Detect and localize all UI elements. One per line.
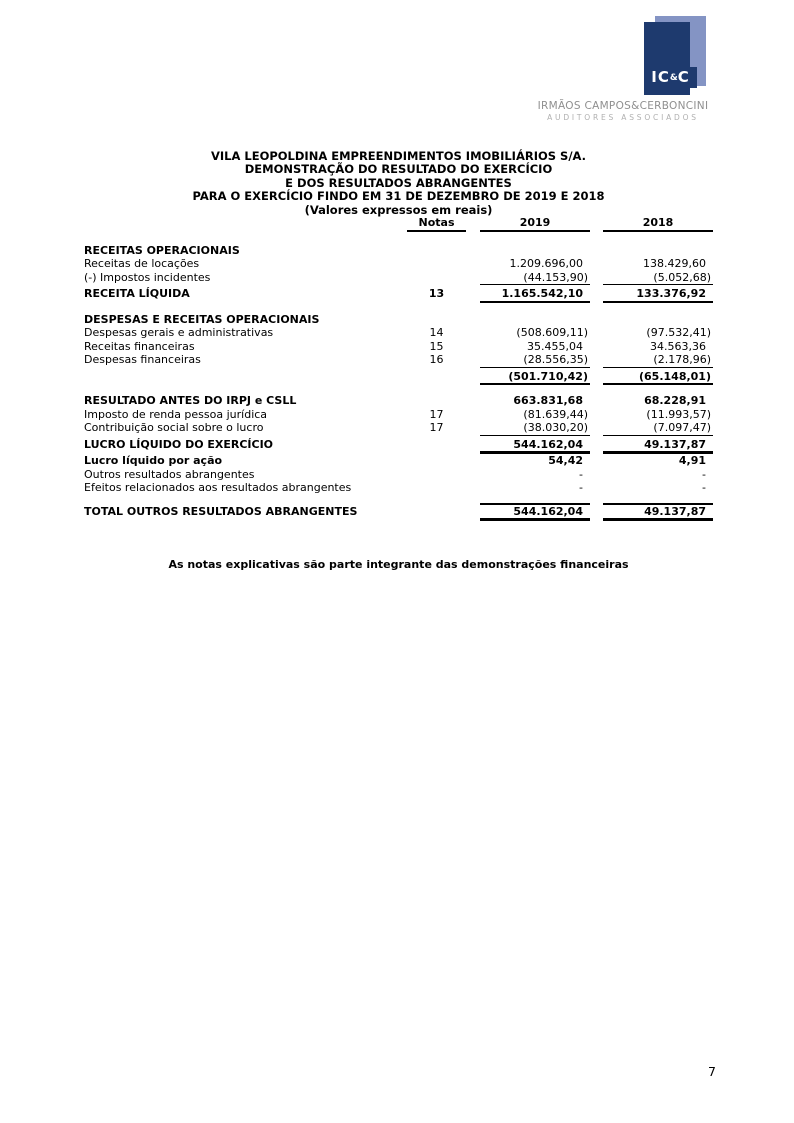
row-label: Lucro líquido por ação xyxy=(84,454,223,467)
table-row xyxy=(84,408,713,422)
table-row xyxy=(84,271,713,286)
row-value-2018: - xyxy=(702,481,706,494)
row-value-2018: 4,91 xyxy=(678,454,706,467)
row-note xyxy=(407,481,466,495)
row-label: Efeitos relacionados aos resultados abrangentes xyxy=(84,481,352,494)
logo-monogram: IC&C xyxy=(644,67,697,88)
header-spacer xyxy=(84,216,407,232)
row-note xyxy=(407,503,466,522)
row-label: (-) Impostos incidentes xyxy=(84,270,211,284)
logo-company-name: IRMÃOS CAMPOS&CERBONCINI xyxy=(537,100,709,112)
row-value-2018: 133.376,92 xyxy=(603,287,713,303)
row-label: TOTAL OUTROS RESULTADOS ABRANGENTES xyxy=(84,504,358,518)
row-note xyxy=(407,454,466,468)
row-note xyxy=(407,438,466,455)
row-value-2018 xyxy=(603,313,713,327)
row-note: 13 xyxy=(428,287,445,300)
table-row xyxy=(84,394,713,408)
table-row xyxy=(84,326,713,340)
row-value-2018: - xyxy=(702,467,706,481)
row-note: 17 xyxy=(429,407,444,421)
row-value-2018: 68.228,91 xyxy=(644,394,706,407)
row-label xyxy=(84,370,407,386)
row-value-2018: (97.532,41) xyxy=(646,326,711,339)
row-label: DESPESAS E RECEITAS OPERACIONAIS xyxy=(84,312,320,326)
row-value-2018 xyxy=(603,244,713,258)
document-title xyxy=(84,150,713,217)
row-value-2019: 54,42 xyxy=(548,454,583,467)
company-logo xyxy=(537,14,709,122)
row-value-2018: (5.052,68) xyxy=(603,271,713,286)
table-body xyxy=(84,244,713,522)
table-row xyxy=(84,353,713,368)
page-number: 7 xyxy=(708,1064,716,1079)
table-row xyxy=(84,370,713,386)
row-value-2019: 1.165.542,10 xyxy=(480,287,590,303)
row-label: Contribuição social sobre o lucro xyxy=(84,421,264,434)
row-value-2018: (2.178,96) xyxy=(603,353,713,368)
row-value-2019: 663.831,68 xyxy=(513,394,583,407)
row-label: RECEITAS OPERACIONAIS xyxy=(84,243,240,257)
table-row xyxy=(84,438,713,455)
row-value-2019: - xyxy=(579,481,583,494)
row-label: RESULTADO ANTES DO IRPJ e CSLL xyxy=(84,394,297,407)
income-statement-table xyxy=(84,216,713,521)
logo-art xyxy=(644,14,706,96)
table-row xyxy=(84,468,713,482)
header-notes: Notas xyxy=(407,216,466,232)
table-header-row xyxy=(84,216,713,232)
header-2019: 2019 xyxy=(480,216,590,232)
title-line: DEMONSTRAÇÃO DO RESULTADO DO EXERCÍCIO xyxy=(244,162,553,177)
title-line: E DOS RESULTADOS ABRANGENTES xyxy=(285,175,512,190)
row-value-2019: (44.153,90) xyxy=(480,271,590,286)
table-row xyxy=(84,257,713,271)
row-value-2019: 544.162,04 xyxy=(480,503,590,522)
row-note xyxy=(407,271,466,286)
title-line: (Valores expressos em reais) xyxy=(304,202,493,217)
table-row xyxy=(84,287,713,303)
table-row xyxy=(84,481,713,495)
table-row xyxy=(84,340,713,354)
row-label: Receitas de locações xyxy=(84,257,200,270)
row-note xyxy=(407,370,466,386)
row-value-2018: 49.137,87 xyxy=(603,503,713,522)
row-value-2018: 138.429,60 xyxy=(643,257,706,270)
table-row xyxy=(84,421,713,436)
row-note xyxy=(407,468,466,482)
title-line: PARA O EXERCÍCIO FINDO EM 31 DE DEZEMBRO DE 2019 E 2018 xyxy=(192,189,605,204)
row-label: Outros resultados abrangentes xyxy=(84,467,255,481)
table-row xyxy=(84,454,713,468)
row-label: Despesas gerais e administrativas xyxy=(84,326,274,339)
row-note xyxy=(407,313,466,327)
row-note xyxy=(407,257,466,271)
logo-ampersand: & xyxy=(669,73,678,83)
row-value-2018: (7.097,47) xyxy=(603,421,713,436)
row-value-2019 xyxy=(480,313,590,327)
table-row xyxy=(84,503,713,522)
row-note: 15 xyxy=(429,339,444,353)
row-value-2018: 49.137,87 xyxy=(603,438,713,455)
row-value-2019: (508.609,11) xyxy=(516,326,588,339)
row-note: 17 xyxy=(429,421,444,434)
row-value-2019: (38.030,20) xyxy=(480,421,590,436)
row-value-2018: 34.563,36 xyxy=(650,339,706,353)
row-value-2019: 1.209.696,00 xyxy=(509,257,583,270)
row-label: Receitas financeiras xyxy=(84,339,195,353)
row-value-2019: (501.710,42) xyxy=(480,370,590,386)
row-value-2018: (65.148,01) xyxy=(603,370,713,386)
row-value-2018: (11.993,57) xyxy=(646,407,711,421)
row-label: LUCRO LÍQUIDO DO EXERCÍCIO xyxy=(84,437,274,451)
row-value-2019: - xyxy=(579,467,583,481)
row-value-2019 xyxy=(480,244,590,258)
row-value-2019: (28.556,35) xyxy=(480,353,590,368)
row-label: RECEITA LÍQUIDA xyxy=(84,287,190,300)
row-label: Despesas financeiras xyxy=(84,353,201,366)
row-label: Imposto de renda pessoa jurídica xyxy=(84,407,268,421)
row-note: 16 xyxy=(429,353,444,366)
row-note: 14 xyxy=(429,326,444,339)
footnote: As notas explicativas são parte integrante das demonstrações financeiras xyxy=(168,558,629,571)
row-value-2019: 35.455,04 xyxy=(527,339,583,353)
row-note xyxy=(407,394,466,408)
header-2018: 2018 xyxy=(603,216,713,232)
table-row xyxy=(84,313,713,327)
row-value-2019: 544.162,04 xyxy=(480,438,590,455)
row-value-2019: (81.639,44) xyxy=(523,407,588,421)
title-line: VILA LEOPOLDINA EMPREENDIMENTOS IMOBILIÁRIOS S/A. xyxy=(210,149,587,163)
table-row xyxy=(84,244,713,258)
logo-subtitle: AUDITORES ASSOCIADOS xyxy=(547,113,699,122)
row-note xyxy=(407,244,466,258)
